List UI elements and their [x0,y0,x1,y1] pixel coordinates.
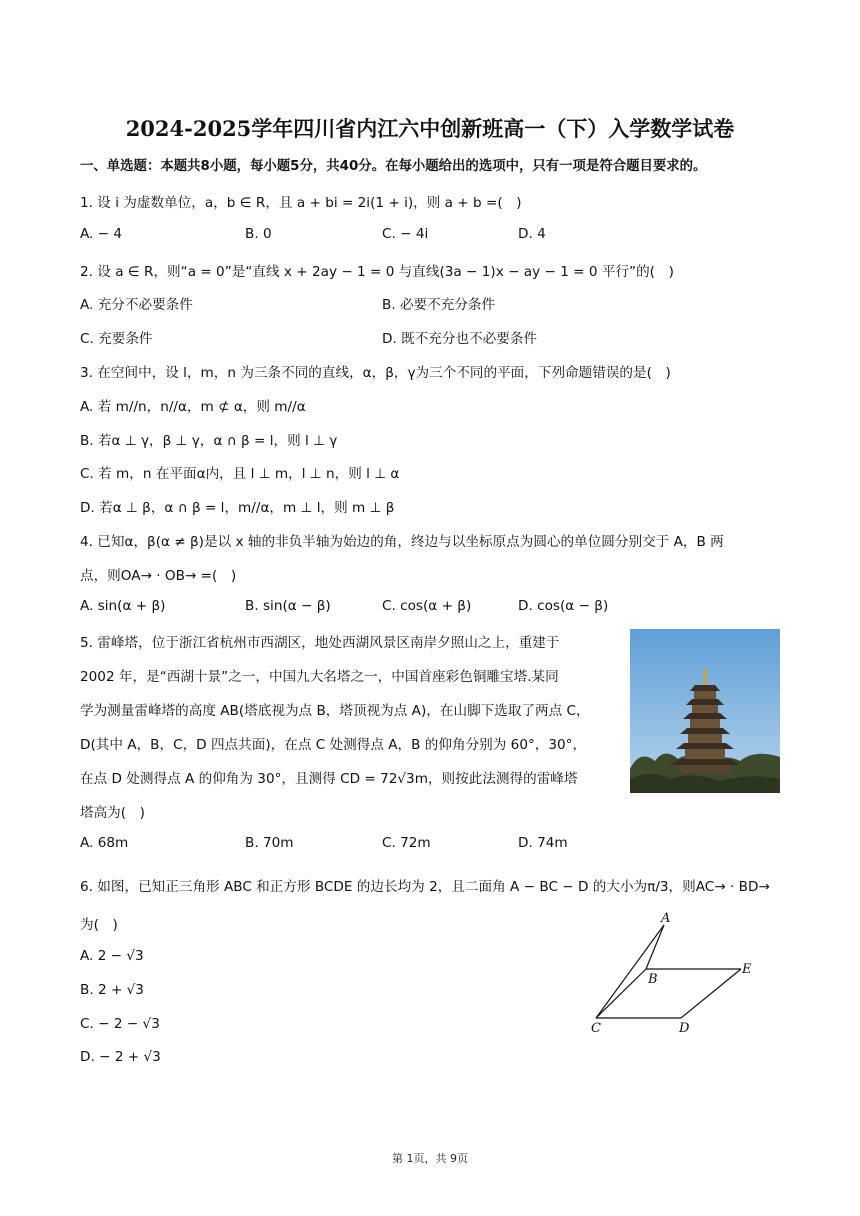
edge-de [681,969,741,1018]
q2-option-a: A. 充分不必要条件 [80,297,193,313]
q5-line1: 5. 雷峰塔，位于浙江省杭州市西湖区，地处西湖风景区南岸夕照山之上，重建于 [80,635,560,651]
q6-stem-line1: 6. 如图，已知正三角形 ABC 和正方形 BCDE 的边长均为 2，且二面角 A − BC − D 的大小为π/3，则AC→ · BD→ [80,879,770,895]
q1-option-d: D. 4 [518,226,546,242]
q1-option-a: A. − 4 [80,226,123,242]
q6-stem-line2: 为( ) [80,917,118,933]
q5-option-d: D. 74m [518,835,568,851]
q2-option-b: B. 必要不充分条件 [382,297,496,313]
q4-option-d: D. cos(α − β) [518,598,609,614]
q5-option-a: A. 68m [80,835,129,851]
label-a: A [661,911,671,926]
q4-stem-line2: 点，则OA→ · OB→ =( ) [80,568,237,584]
exam-title: 2024-2025学年四川省内江六中创新班高一（下）入学数学试卷 [125,116,735,141]
q4-option-a: A. sin(α + β) [80,598,166,614]
q4-option-c: C. cos(α + β) [382,598,472,614]
edge-cb [596,969,646,1018]
q3-option-d: D. 若α ⊥ β，α ∩ β = l，m//α，m ⊥ l，则 m ⊥ β [80,500,395,516]
q4-stem-line1: 4. 已知α，β(α ≠ β)是以 x 轴的非负半轴为始边的角，终边与以坐标原点为圆心的单位圆分别交于 A，B 两 [80,534,724,550]
q6-option-a: A. 2 − √3 [80,948,144,964]
section-header: 一、单选题：本题共8小题，每小题5分，共40分。在每小题给出的选项中，只有一项是符合题目要求的。 [80,159,707,174]
q1-stem: 1. 设 i 为虚数单位，a，b ∈ R，且 a + bi = 2i(1 + i)，则 a + b =( ) [80,195,522,211]
q6-geometry-figure [585,905,785,1040]
q5-line6: 塔高为( ) [80,805,145,821]
q1-option-b: B. 0 [245,226,272,242]
q5-line3: 学为测量雷峰塔的高度 AB(塔底视为点 B，塔顶视为点 A)，在山脚下选取了两点 C， [80,703,590,719]
q3-option-a: A. 若 m//n，n//α，m ⊄ α，则 m//α [80,399,306,415]
q2-option-c: C. 充要条件 [80,331,153,347]
leifeng-pagoda-photo [630,629,780,793]
q2-stem: 2. 设 a ∈ R，则“a = 0”是“直线 x + 2ay − 1 = 0 与直线(3a − 1)x − ay − 1 = 0 平行”的( ) [80,264,674,280]
q3-option-b: B. 若α ⊥ γ，β ⊥ γ，α ∩ β = l，则 l ⊥ γ [80,433,338,449]
q3-stem: 3. 在空间中，设 l，m，n 为三条不同的直线，α，β，γ为三个不同的平面，下列命题错误的是( ) [80,365,671,381]
q6-option-d: D. − 2 + √3 [80,1049,161,1065]
q5-line5: 在点 D 处测得点 A 的仰角为 30°，且测得 CD = 72√3m，则按此法测得的雷峰塔 [80,771,578,787]
q4-option-b: B. sin(α − β) [245,598,331,614]
q5-option-c: C. 72m [382,835,431,851]
q5-line2: 2002 年，是“西湖十景”之一，中国九大名塔之一，中国首座彩色铜雕宝塔.某同 [80,669,559,685]
page-footer: 第 1页，共 9页 [392,1152,468,1165]
label-e: E [742,962,752,977]
q5-line4: D(其中 A，B，C，D 四点共面)，在点 C 处测得点 A，B 的仰角分别为 60°，30°， [80,737,587,753]
q6-option-c: C. − 2 − √3 [80,1016,160,1032]
label-d: D [679,1021,690,1036]
label-c: C [591,1021,601,1036]
edge-ba [646,925,664,969]
q2-option-d: D. 既不充分也不必要条件 [382,331,538,347]
q1-option-c: C. − 4i [382,226,429,242]
q3-option-c: C. 若 m，n 在平面α内，且 l ⊥ m，l ⊥ n，则 l ⊥ α [80,466,400,482]
q6-option-b: B. 2 + √3 [80,982,144,998]
label-b: B [648,972,658,987]
q5-option-b: B. 70m [245,835,294,851]
